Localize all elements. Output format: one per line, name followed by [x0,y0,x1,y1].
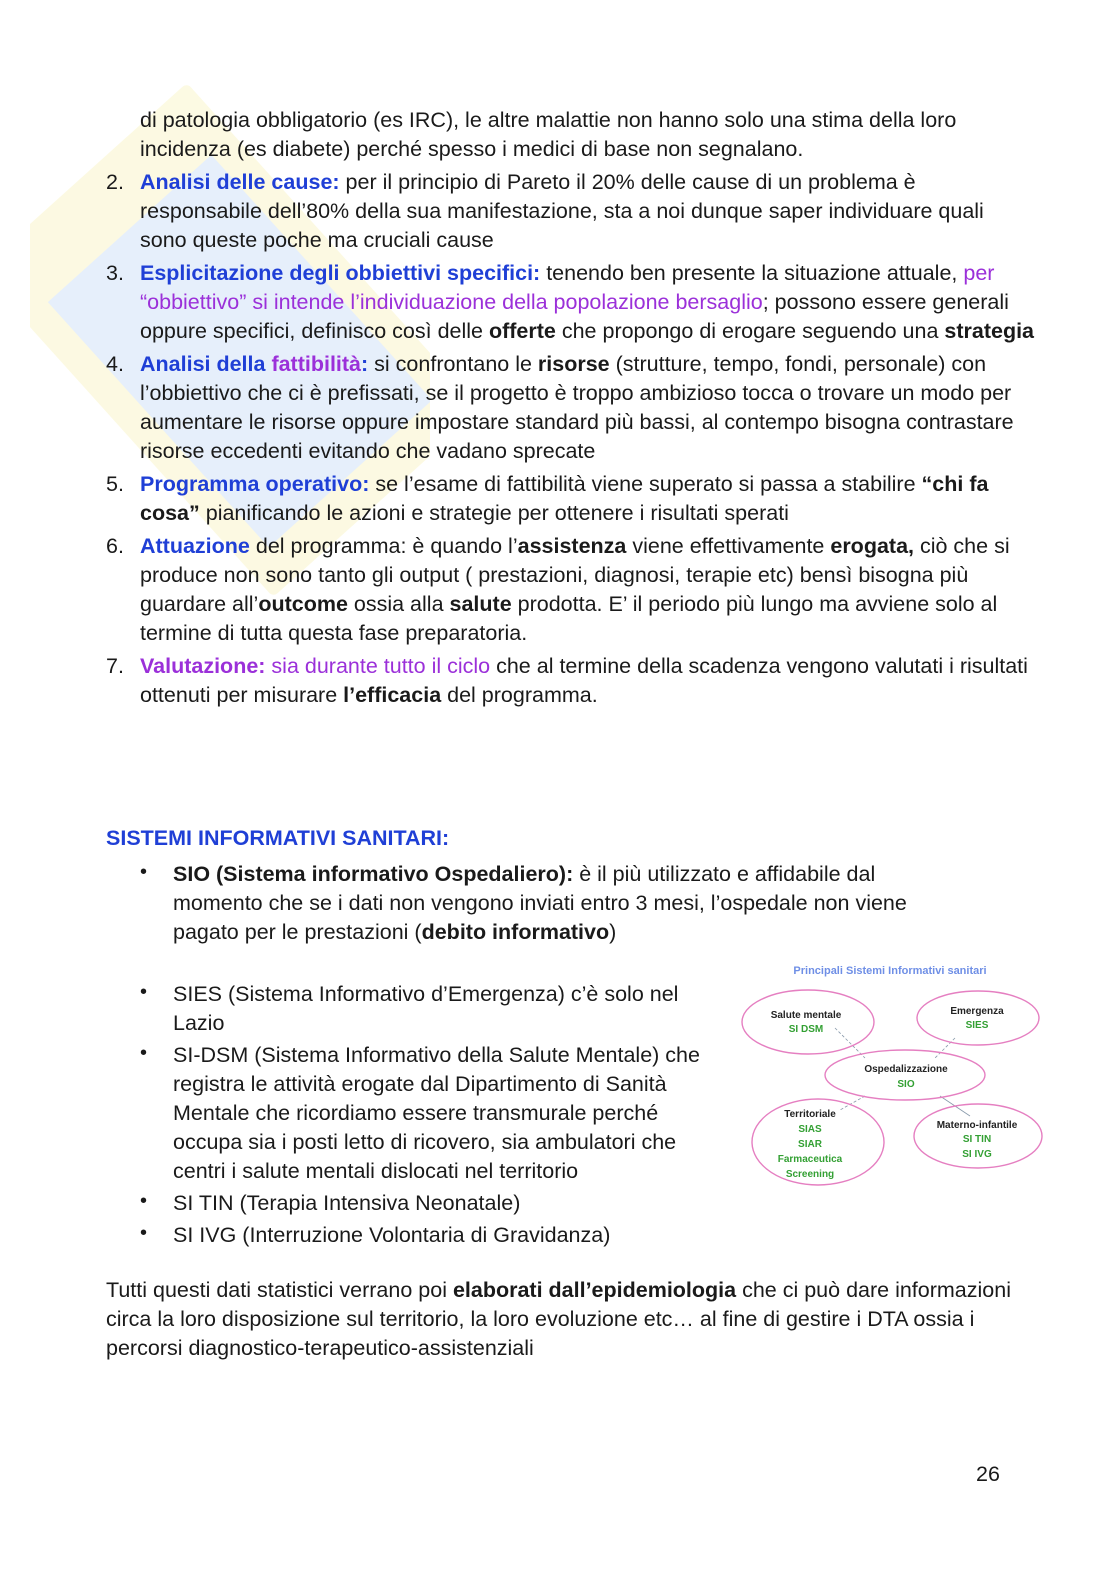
list-item: 5. Programma operativo: se l’esame di fattibilità viene superato si passa a stabilire “chi fa cosa” pianificando le azioni e strategie per ottenere i risultati sperati [106,472,989,525]
list-item: • SI-DSM (Sistema Informativo della Salute Mentale) che registra le attività erogate dal Dipartimento di Sanità Mentale che ricordiamo essere transmurale perché occupa sia i posti letto di ricovero, sia ambulatori che centri i salute mentali dislocati nel territorio [140,1041,730,1186]
numbered-list [106,168,1036,714]
list-item: 7. Valutazione: sia durante tutto il ciclo che al termine della scadenza vengono valutati i risultati ottenuti per misurare l’efficacia del programma. [106,654,1028,707]
highlighted-definition: per “obbiettivo” si intende l’individuazione della popolazione bersaglio [140,261,995,314]
bullet-icon: • [140,1222,148,1244]
svg-text:SI TIN: SI TIN [962,1134,992,1145]
svg-text:SIAR: SIAR [798,1139,822,1150]
step-title: Valutazione: [140,654,266,678]
svg-text:SIAS: SIAS [798,1124,822,1135]
list-item: • SI TIN (Terapia Intensiva Neonatale) [140,1189,730,1218]
section-heading: SISTEMI INFORMATIVI SANITARI: [106,826,450,850]
list-item: • SIO (Sistema informativo Ospedaliero): è il più utilizzato e affidabile dal momento che se i dati non vengono inviati entro 3 mesi, l’ospedale non viene pagato per le prestazioni (debito informativo) [140,860,970,947]
svg-text:Salute mentale: Salute mentale [770,1010,842,1021]
bullet-list-side [140,980,730,1253]
information-systems-diagram [740,958,1050,1192]
diagram-title: Principali Sistemi Informativi sanitari [793,965,987,977]
step-title: Esplicitazione degli obbiettivi specifici: [140,261,541,285]
list-item: 6. Attuazione del programma: è quando l’assistenza viene effettivamente erogata, ciò che si produce non sono tanto gli output ( prestazioni, diagnosi, terapie etc) bensì bisogna più guardare all’outcome ossia alla salute prodotta. E’ il periodo più lungo ma avviene solo al termine di tutta questa fase preparatoria. [106,534,1010,645]
svg-text:Emergenza: Emergenza [950,1006,1004,1017]
list-item: 2. Analisi delle cause: per il principio di Pareto il 20% delle cause di un problema è responsabile dell’80% della sua manifestazione, sta a noi dunque saper individuare quali sono queste poche ma cruciali cause [106,170,984,252]
node-ospedalizzazione [825,1050,985,1100]
page-number: 26 [976,1462,1000,1486]
bullet-icon: • [140,981,148,1003]
step-title: Attuazione [140,534,250,558]
svg-text:Screening: Screening [785,1169,835,1180]
svg-text:Ospedalizzazione: Ospedalizzazione [864,1064,948,1075]
bullet-icon: • [140,1042,148,1064]
svg-text:SI IVG: SI IVG [962,1149,992,1160]
svg-text:Territoriale: Territoriale [784,1109,836,1120]
list-item: 3. Esplicitazione degli obbiettivi specifici: tenendo ben presente la situazione attuale, per “obbiettivo” si intende l’individuazione della popolazione bersaglio; possono essere generali oppure specifici, definisco così delle offerte che propongo di erogare seguendo una strategia [106,261,1035,343]
step-title: Programma operativo: [140,472,370,496]
list-item: • SIES (Sistema Informativo d’Emergenza) c’è solo nel Lazio [140,980,730,1038]
bullet-list-top [140,860,970,950]
intro-paragraph: di patologia obbligatorio (es IRC), le altre malattie non hanno solo una stima della loro incidenza (es diabete) perché spesso i medici di base non segnalano. [140,108,957,161]
bullet-icon: • [140,861,148,883]
bullet-icon: • [140,1190,148,1212]
list-item: • SI IVG (Interruzione Volontaria di Gravidanza) [140,1221,730,1250]
list-item: 4. Analisi della fattibilità: si confrontano le risorse (strutture, tempo, fondi, personale) con l’obbiettivo che ci è prefissati, se il progetto è troppo ambizioso tocca o trovare un modo per aumentare le risorse oppure impostare standard più bassi, al contempo bisogna contrastare risorse eccedenti evitando che vadano sprecate [106,352,1014,463]
node-emergenza [917,991,1039,1045]
svg-text:Farmaceutica: Farmaceutica [777,1154,843,1165]
node-salute-mentale [742,990,874,1054]
step-title: Analisi delle cause: [140,170,340,194]
closing-paragraph: Tutti questi dati statistici verrano poi elaborati dall’epidemiologia che ci può dare informazioni circa la loro disposizione sul territorio, la loro evoluzione etc… al fine di gestire i DTA ossia i percorsi diagnostico-terapeutico-assistenziali [106,1278,1011,1360]
svg-text:Materno-infantile: Materno-infantile [936,1120,1018,1131]
svg-text:SI DSM: SI DSM [788,1024,824,1035]
svg-text:SIO: SIO [897,1079,915,1090]
svg-text:SIES: SIES [965,1020,989,1031]
